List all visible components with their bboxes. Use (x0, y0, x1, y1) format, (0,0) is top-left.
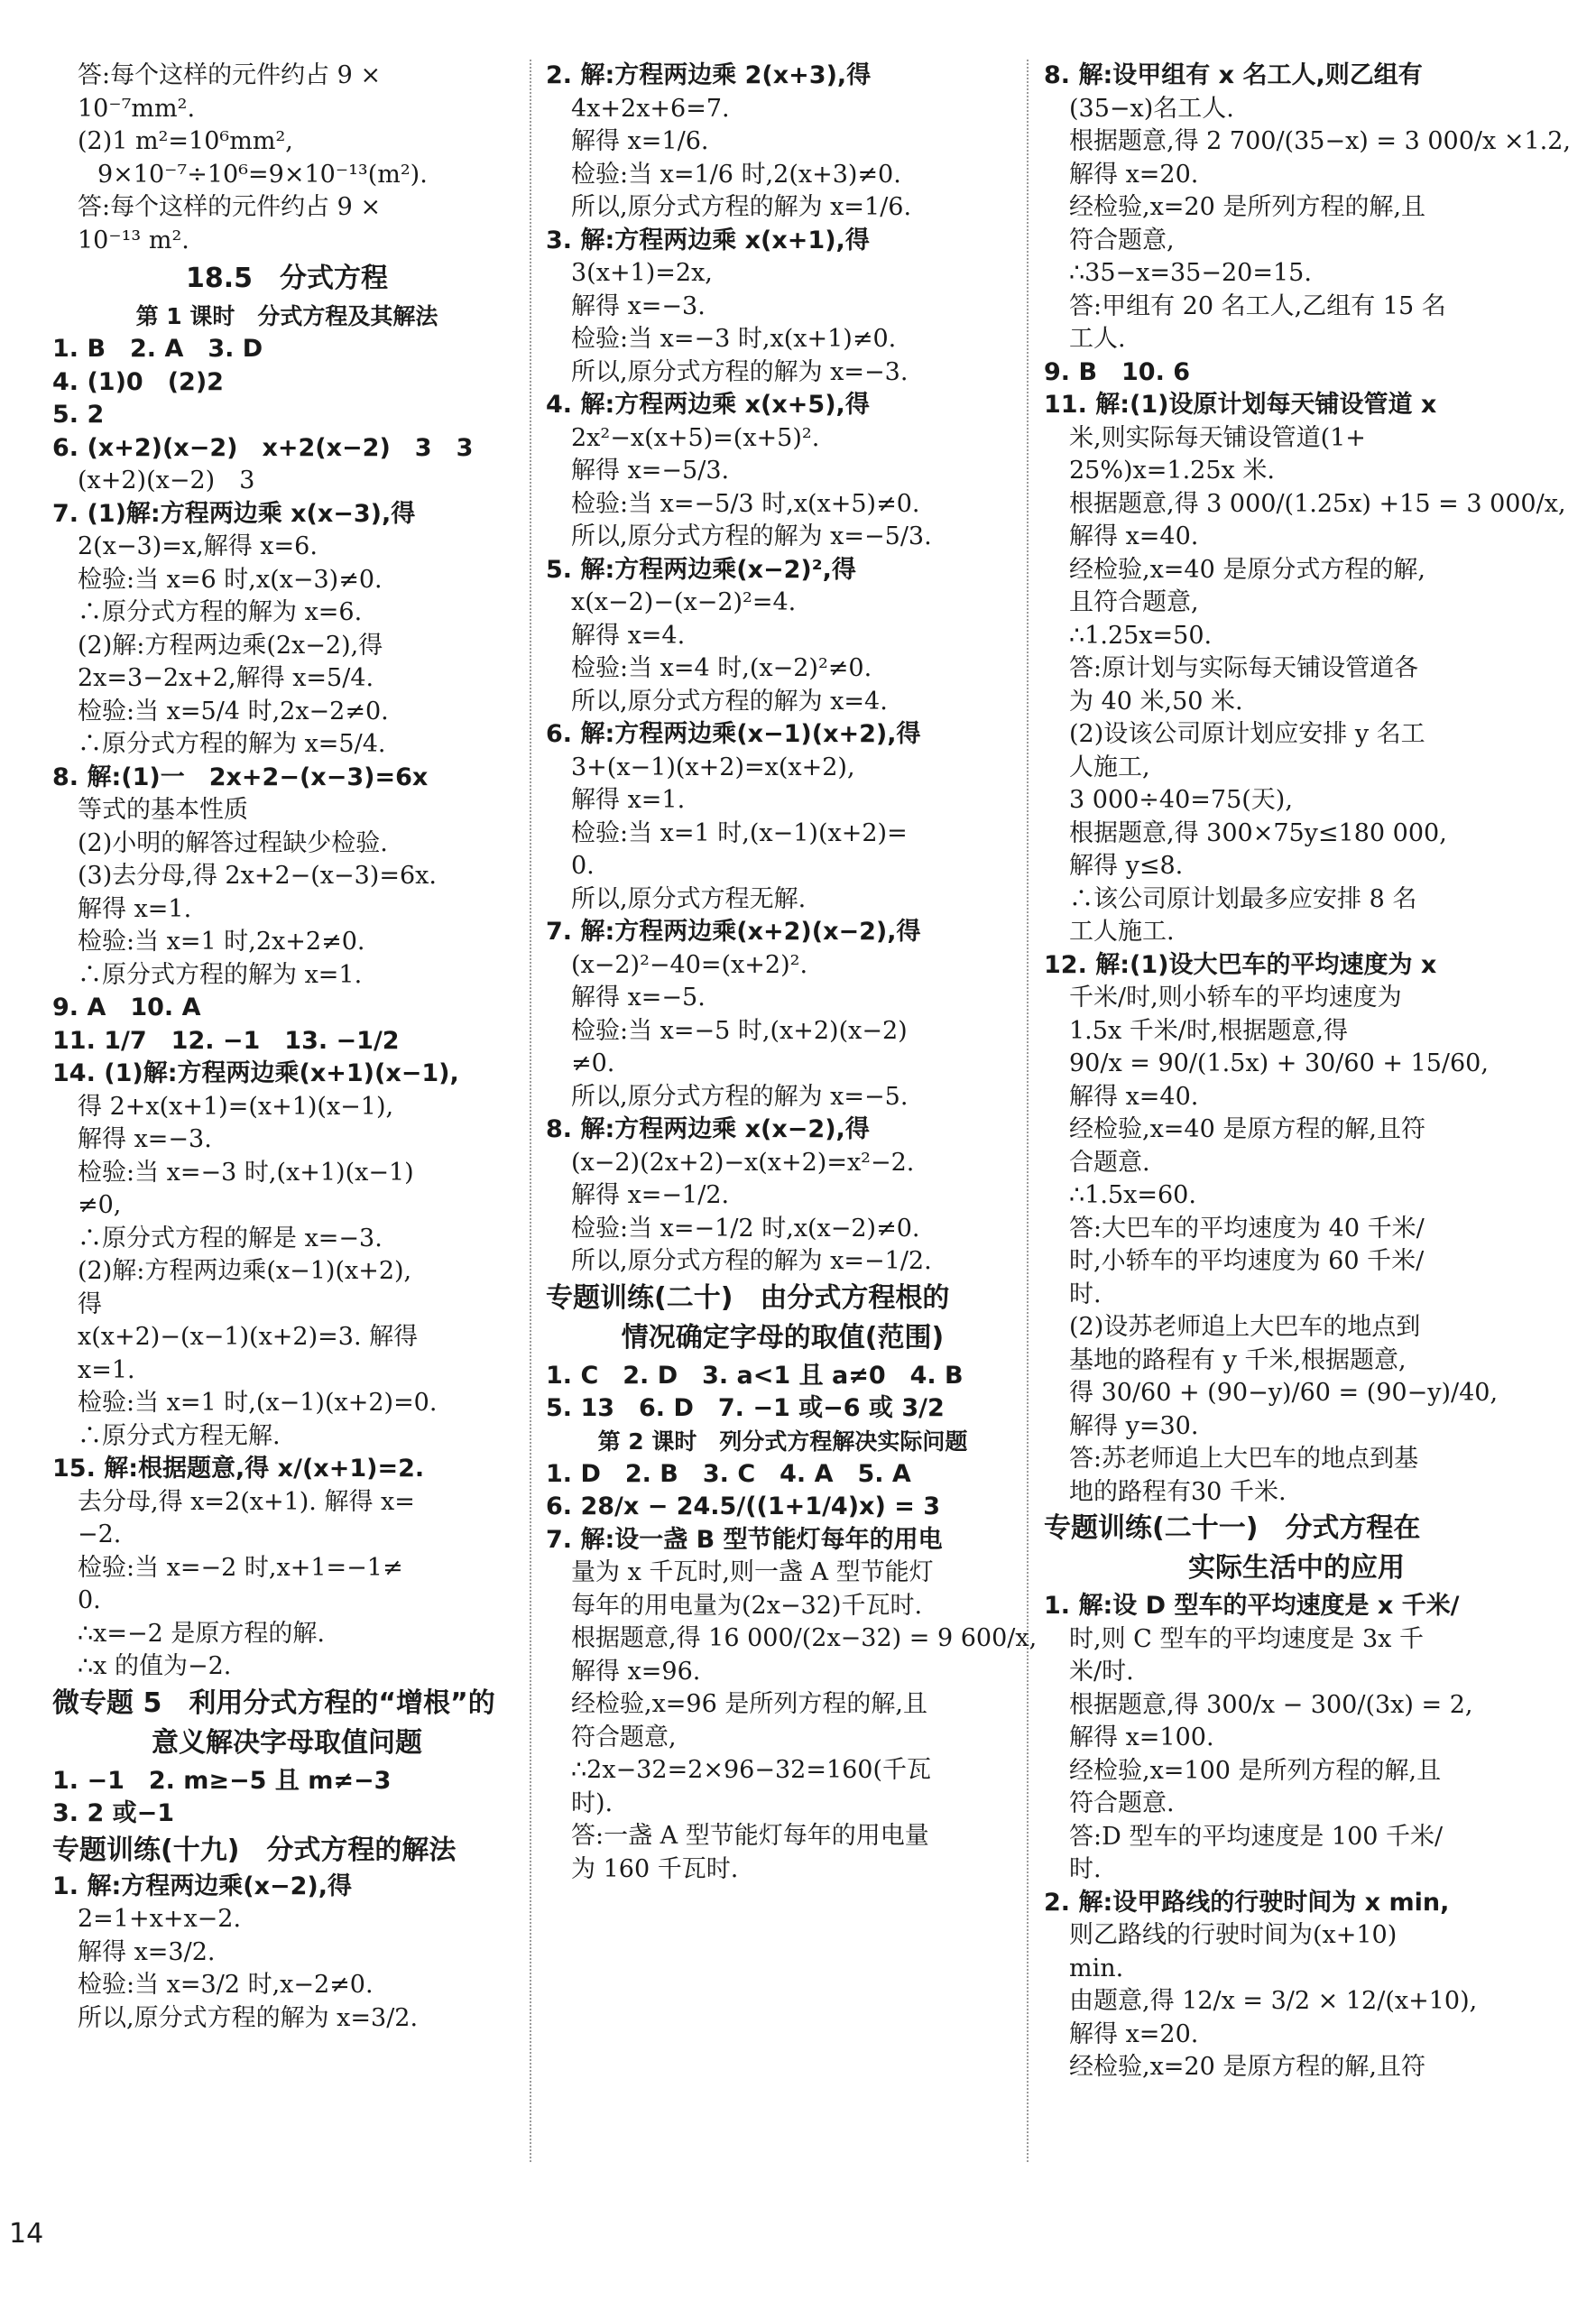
answer-line: (2)设该公司原计划应安排 y 名工 (1069, 720, 1425, 748)
answer-line: 为 40 米,50 米. (1069, 687, 1243, 716)
answer-line: 得 (78, 1289, 102, 1318)
answer-line: 米,则实际每天铺设管道(1+ (1069, 423, 1366, 452)
answer-line: 2(x−3)=x,解得 x=6. (78, 532, 318, 560)
answer-line: 解得 x=20. (1069, 160, 1199, 189)
answer-line: 解得 x=1/6. (571, 127, 709, 155)
answer-line: 1. −1 2. m≥−5 且 m≠−3 (52, 1766, 392, 1795)
answer-line: (x+2)(x−2) 3 (78, 467, 255, 494)
answer-line: 根据题意,得 16 000/(2x−32) = 9 600/x, (571, 1624, 1038, 1652)
answer-line: 经检验,x=96 是所列方程的解,且 (571, 1690, 927, 1718)
answer-line: 4. (1)0 (2)2 (52, 367, 224, 396)
answer-line: 所以,原分式方程的解为 x=−5/3. (571, 522, 932, 550)
answer-line: 检验:当 x=1 时,2x+2≠0. (78, 928, 365, 956)
answer-line: 人施工, (1069, 753, 1150, 781)
answer-line: 答:一盏 A 型节能灯每年的用电量 (571, 1822, 929, 1850)
answer-line: 5. 2 (52, 401, 105, 429)
answer-line: 8. 解:方程两边乘 x(x−2),得 (546, 1115, 870, 1143)
answer-line: 解得 x=1. (78, 894, 192, 923)
answer-line: 答:D 型车的平均速度是 100 千米/ (1069, 1822, 1444, 1851)
answer-line: 得 30/60 + (90−y)/60 = (90−y)/40, (1069, 1379, 1499, 1407)
answer-line: (2)解:方程两边乘(x−1)(x+2), (78, 1257, 412, 1285)
answer-line: 9. A 10. A (52, 993, 201, 1021)
answer-line: 2x²−x(x+5)=(x+5)². (571, 423, 820, 452)
answer-line: 1. 解:设 D 型车的平均速度是 x 千米/ (1044, 1592, 1460, 1620)
answer-line: 8. 解:设甲组有 x 名工人,则乙组有 (1044, 61, 1423, 89)
answer-line: 符合题意, (571, 1723, 677, 1751)
answer-line: 时,小轿车的平均速度为 60 千米/ (1069, 1247, 1425, 1275)
answer-line: 2. 解:设甲路线的行驶时间为 x min, (1044, 1888, 1450, 1917)
answer-line: 0. (78, 1586, 101, 1614)
answer-line: 5. 13 6. D 7. −1 或−6 或 3/2 (546, 1394, 945, 1422)
answer-line: 解得 y≤8. (1069, 852, 1184, 880)
answer-line: 解得 x=4. (571, 621, 686, 650)
answer-line: 3. 解:方程两边乘 x(x+1),得 (546, 226, 870, 254)
answer-line: 合题意. (1069, 1148, 1150, 1177)
answer-line: 检验:当 x=−1/2 时,x(x−2)≠0. (571, 1214, 920, 1243)
answer-line: ∴1.25x=50. (1069, 621, 1213, 650)
answer-line: 解得 x=20. (1069, 2019, 1199, 2048)
answer-line: 检验:当 x=4 时,(x−2)²≠0. (571, 654, 872, 682)
answer-line: 6. (x+2)(x−2) x+2(x−2) 3 3 (52, 433, 474, 462)
answer-line: (2)小明的解答过程缺少检验. (78, 828, 388, 857)
answer-line: ∴原分式方程的解为 x=1. (78, 960, 363, 989)
answer-line: 解得 x=−3. (571, 291, 706, 320)
answer-line: 所以,原分式方程的解为 x=−3. (571, 357, 909, 386)
section-heading: 专题训练(二十一) 分式方程在 (1044, 1512, 1421, 1544)
answer-line: 所以,原分式方程无解. (571, 884, 807, 913)
answer-line: 答:每个这样的元件约占 9 × (78, 193, 382, 221)
answer-line: (35−x)名工人. (1069, 94, 1234, 123)
answer-line: 解得 x=−1/2. (571, 1181, 730, 1209)
answer-line: 2=1+x+x−2. (78, 1905, 242, 1933)
answer-line: −2. (78, 1520, 122, 1548)
answer-line: 解得 x=−3. (78, 1125, 212, 1153)
answer-line: 每年的用电量为(2x−32)千瓦时. (571, 1591, 923, 1620)
answer-line: ∴2x−32=2×96−32=160(千瓦 (571, 1756, 932, 1784)
answer-column-left (52, 60, 521, 2035)
answer-line: 解得 x=1. (571, 786, 686, 814)
section-heading: 专题训练(二十) 由分式方程根的 (546, 1281, 950, 1314)
answer-line: 答:大巴车的平均速度为 40 千米/ (1069, 1214, 1425, 1243)
answer-line: 6. 28/x − 24.5/((1+1/4)x) = 3 (546, 1492, 941, 1520)
answer-line: ∴x 的值为−2. (78, 1652, 232, 1680)
answer-line: 且符合题意, (1069, 588, 1199, 616)
answer-line: (3)去分母,得 2x+2−(x−3)=6x. (78, 862, 437, 890)
answer-line: 检验:当 x=5/4 时,2x−2≠0. (78, 697, 389, 725)
answer-line: 检验:当 x=−3 时,(x+1)(x−1) (78, 1158, 414, 1187)
answer-line: 由题意,得 12/x = 3/2 × 12/(x+10), (1069, 1987, 1478, 2015)
answer-line: 所以,原分式方程的解为 x=3/2. (78, 2003, 419, 2032)
answer-line: 检验:当 x=−2 时,x+1=−1≠ (78, 1553, 403, 1582)
answer-line: ∴原分式方程的解为 x=5/4. (78, 730, 386, 758)
answer-line: x(x+2)−(x−1)(x+2)=3. 解得 (78, 1323, 419, 1351)
answer-line: 9. B 10. 6 (1044, 357, 1191, 386)
answer-line: 1. C 2. D 3. a<1 且 a≠0 4. B (546, 1361, 964, 1390)
answer-line: 7. 解:方程两边乘(x+2)(x−2),得 (546, 918, 921, 946)
answer-line: 等式的基本性质 (78, 796, 248, 824)
answer-line: 检验:当 x=−5/3 时,x(x+5)≠0. (571, 489, 920, 518)
answer-line: 1. B 2. A 3. D (52, 335, 263, 363)
answer-line: 1.5x 千米/时,根据题意,得 (1069, 1016, 1349, 1045)
answer-line: (2)解:方程两边乘(2x−2),得 (78, 631, 383, 660)
answer-line: 符合题意, (1069, 226, 1175, 254)
answer-line: 所以,原分式方程的解为 x=−1/2. (571, 1247, 932, 1275)
answer-line: 4x+2x+6=7. (571, 94, 730, 123)
answer-line: 解得 x=96. (571, 1657, 701, 1686)
answer-line: ∴35−x=35−20=15. (1069, 259, 1312, 287)
answer-line: 0. (571, 852, 595, 880)
answer-line: ∴原分式方程的解为 x=6. (78, 598, 363, 626)
answer-line: 千米/时,则小轿车的平均速度为 (1069, 984, 1402, 1012)
answer-line: 8. 解:(1)一 2x+2−(x−3)=6x (52, 762, 429, 791)
answer-line: 3. 2 或−1 (52, 1799, 175, 1827)
answer-line: 解得 x=100. (1069, 1723, 1214, 1751)
answer-line: (x−2)²−40=(x+2)². (571, 950, 808, 979)
answer-line: 为 160 千瓦时. (571, 1854, 739, 1883)
answer-line: 7. 解:设一盏 B 型节能灯每年的用电 (546, 1525, 943, 1554)
answer-line: (2)1 m²=10⁶mm², (78, 127, 293, 155)
answer-line: 根据题意,得 300×75y≤180 000, (1069, 818, 1447, 847)
answer-line: 去分母,得 x=2(x+1). 解得 x= (78, 1487, 415, 1516)
answer-line: x=1. (78, 1355, 135, 1384)
answer-line: 15. 解:根据题意,得 x/(x+1)=2. (52, 1455, 425, 1483)
answer-line: 9×10⁻⁷÷10⁶=9×10⁻¹³(m²). (97, 160, 428, 189)
answer-line: 1. D 2. B 3. C 4. A 5. A (546, 1459, 911, 1488)
answer-line: 解得 x=3/2. (78, 1937, 216, 1966)
answer-line: 则乙路线的行驶时间为(x+10) (1069, 1921, 1398, 1949)
answer-line: 答:甲组有 20 名工人,乙组有 15 名 (1069, 291, 1446, 320)
answer-line: 经检验,x=20 是原方程的解,且符 (1069, 2053, 1425, 2081)
column-divider (530, 60, 531, 2162)
answer-line: 经检验,x=40 是原方程的解,且符 (1069, 1115, 1425, 1143)
answer-line: ≠0, (78, 1191, 122, 1219)
answer-line: 10⁻⁷mm². (78, 94, 196, 123)
section-heading: 专题训练(十九) 分式方程的解法 (52, 1834, 457, 1866)
answer-line: 解得 x=−5. (571, 984, 706, 1012)
answer-line: 5. 解:方程两边乘(x−2)²,得 (546, 555, 856, 584)
answer-line: (2)设苏老师追上大巴车的地点到 (1069, 1313, 1421, 1341)
answer-line: 解得 y=30. (1069, 1411, 1199, 1440)
column-divider (1027, 60, 1029, 2162)
answer-line: 经检验,x=100 是所列方程的解,且 (1069, 1756, 1442, 1785)
answer-line: 2. 解:方程两边乘 2(x+3),得 (546, 61, 872, 89)
answer-line: 11. 1/7 12. −1 13. −1/2 (52, 1026, 400, 1055)
answer-line: 解得 x=40. (1069, 522, 1199, 550)
answer-line: ∴原分式方程无解. (78, 1421, 281, 1450)
answer-line: 3 000÷40=75(天), (1069, 786, 1293, 814)
answer-line: ∴x=−2 是原方程的解. (78, 1619, 325, 1648)
answer-line: 25%)x=1.25x 米. (1069, 457, 1275, 485)
answer-line: 检验:当 x=−5 时,(x+2)(x−2) (571, 1016, 908, 1045)
section-heading: 实际生活中的应用 (1188, 1552, 1405, 1584)
answer-line: 7. (1)解:方程两边乘 x(x−3),得 (52, 499, 416, 528)
answer-line: 所以,原分式方程的解为 x=1/6. (571, 193, 912, 221)
answer-line: 3(x+1)=2x, (571, 259, 713, 287)
answer-line: 根据题意,得 3 000/(1.25x) +15 = 3 000/x, (1069, 489, 1566, 518)
answer-line: 基地的路程有 y 千米,根据题意, (1069, 1345, 1407, 1374)
section-heading: 18.5 分式方程 (185, 263, 389, 294)
answer-line: ∴1.5x=60. (1069, 1181, 1196, 1209)
answer-line: 时). (571, 1788, 613, 1817)
answer-line: x(x−2)−(x−2)²=4. (571, 588, 797, 616)
page-number: 14 (9, 2218, 44, 2250)
answer-line: 2x=3−2x+2,解得 x=5/4. (78, 664, 374, 692)
answer-line: ∴原分式方程的解是 x=−3. (78, 1224, 383, 1252)
answer-line: 时,则 C 型车的平均速度是 3x 千 (1069, 1624, 1424, 1653)
answer-line: 11. 解:(1)设原计划每天铺设管道 x (1044, 391, 1437, 419)
answer-line: ≠0. (571, 1049, 615, 1077)
lesson-heading: 第 2 课时 列分式方程解决实际问题 (597, 1428, 968, 1455)
answer-line: 检验:当 x=1 时,(x−1)(x+2)= (571, 818, 908, 847)
answer-line: 时. (1069, 1280, 1102, 1308)
answer-line: 10⁻¹³ m². (78, 226, 189, 254)
answer-line: 所以,原分式方程的解为 x=4. (571, 687, 888, 716)
answer-line: 检验:当 x=1 时,(x−1)(x+2)=0. (78, 1389, 438, 1417)
answer-line: 解得 x=40. (1069, 1082, 1199, 1111)
section-heading: 情况确定字母的取值(范围) (621, 1321, 945, 1354)
answer-line: 检验:当 x=−3 时,x(x+1)≠0. (571, 325, 897, 353)
answer-line: 所以,原分式方程的解为 x=−5. (571, 1082, 909, 1111)
answer-line: 工人. (1069, 325, 1126, 353)
answer-line: 经检验,x=20 是所列方程的解,且 (1069, 193, 1425, 221)
answer-line: 答:每个这样的元件约占 9 × (78, 61, 382, 89)
answer-line: 检验:当 x=3/2 时,x−2≠0. (78, 1971, 374, 1999)
answer-column-right (1044, 60, 1571, 2084)
answer-line: 3+(x−1)(x+2)=x(x+2), (571, 753, 855, 781)
section-heading: 微专题 5 利用分式方程的“增根”的 (52, 1686, 495, 1719)
answer-line: 14. (1)解:方程两边乘(x+1)(x−1), (52, 1059, 459, 1087)
answer-column-middle (546, 60, 1038, 1886)
answer-line: 得 2+x(x+1)=(x+1)(x−1), (78, 1092, 394, 1121)
section-heading: 意义解决字母取值问题 (152, 1726, 422, 1759)
answer-line: 答:原计划与实际每天铺设管道各 (1069, 654, 1419, 682)
answer-line: 1. 解:方程两边乘(x−2),得 (52, 1871, 353, 1900)
answer-line: 90/x = 90/(1.5x) + 30/60 + 15/60, (1069, 1049, 1489, 1077)
answer-line: 检验:当 x=1/6 时,2(x+3)≠0. (571, 160, 901, 189)
answer-line: 时. (1069, 1855, 1102, 1883)
answer-line: 6. 解:方程两边乘(x−1)(x+2),得 (546, 720, 921, 748)
answer-line: 地的路程有30 千米. (1069, 1477, 1287, 1506)
answer-line: (x−2)(2x+2)−x(x+2)=x²−2. (571, 1148, 915, 1177)
answer-line: 检验:当 x=6 时,x(x−3)≠0. (78, 565, 383, 594)
answer-line: 答:苏老师追上大巴车的地点到基 (1069, 1445, 1419, 1473)
answer-line: 经检验,x=40 是原分式方程的解, (1069, 555, 1425, 584)
answer-line: 量为 x 千瓦时,则一盏 A 型节能灯 (571, 1558, 934, 1586)
answer-line: 工人施工. (1069, 918, 1175, 946)
answer-line: 4. 解:方程两边乘 x(x+5),得 (546, 391, 870, 419)
answer-line: 米/时. (1069, 1658, 1134, 1686)
answer-line: min. (1069, 1954, 1124, 1982)
answer-line: 根据题意,得 300/x − 300/(3x) = 2, (1069, 1690, 1473, 1719)
lesson-heading: 第 1 课时 分式方程及其解法 (135, 303, 438, 329)
answer-line: 符合题意. (1069, 1789, 1175, 1817)
answer-line: ∴该公司原计划最多应安排 8 名 (1069, 884, 1417, 913)
answer-line: 解得 x=−5/3. (571, 457, 730, 485)
answer-line: 12. 解:(1)设大巴车的平均速度为 x (1044, 950, 1437, 979)
answer-line: 根据题意,得 2 700/(35−x) = 3 000/x ×1.2, (1069, 127, 1571, 155)
